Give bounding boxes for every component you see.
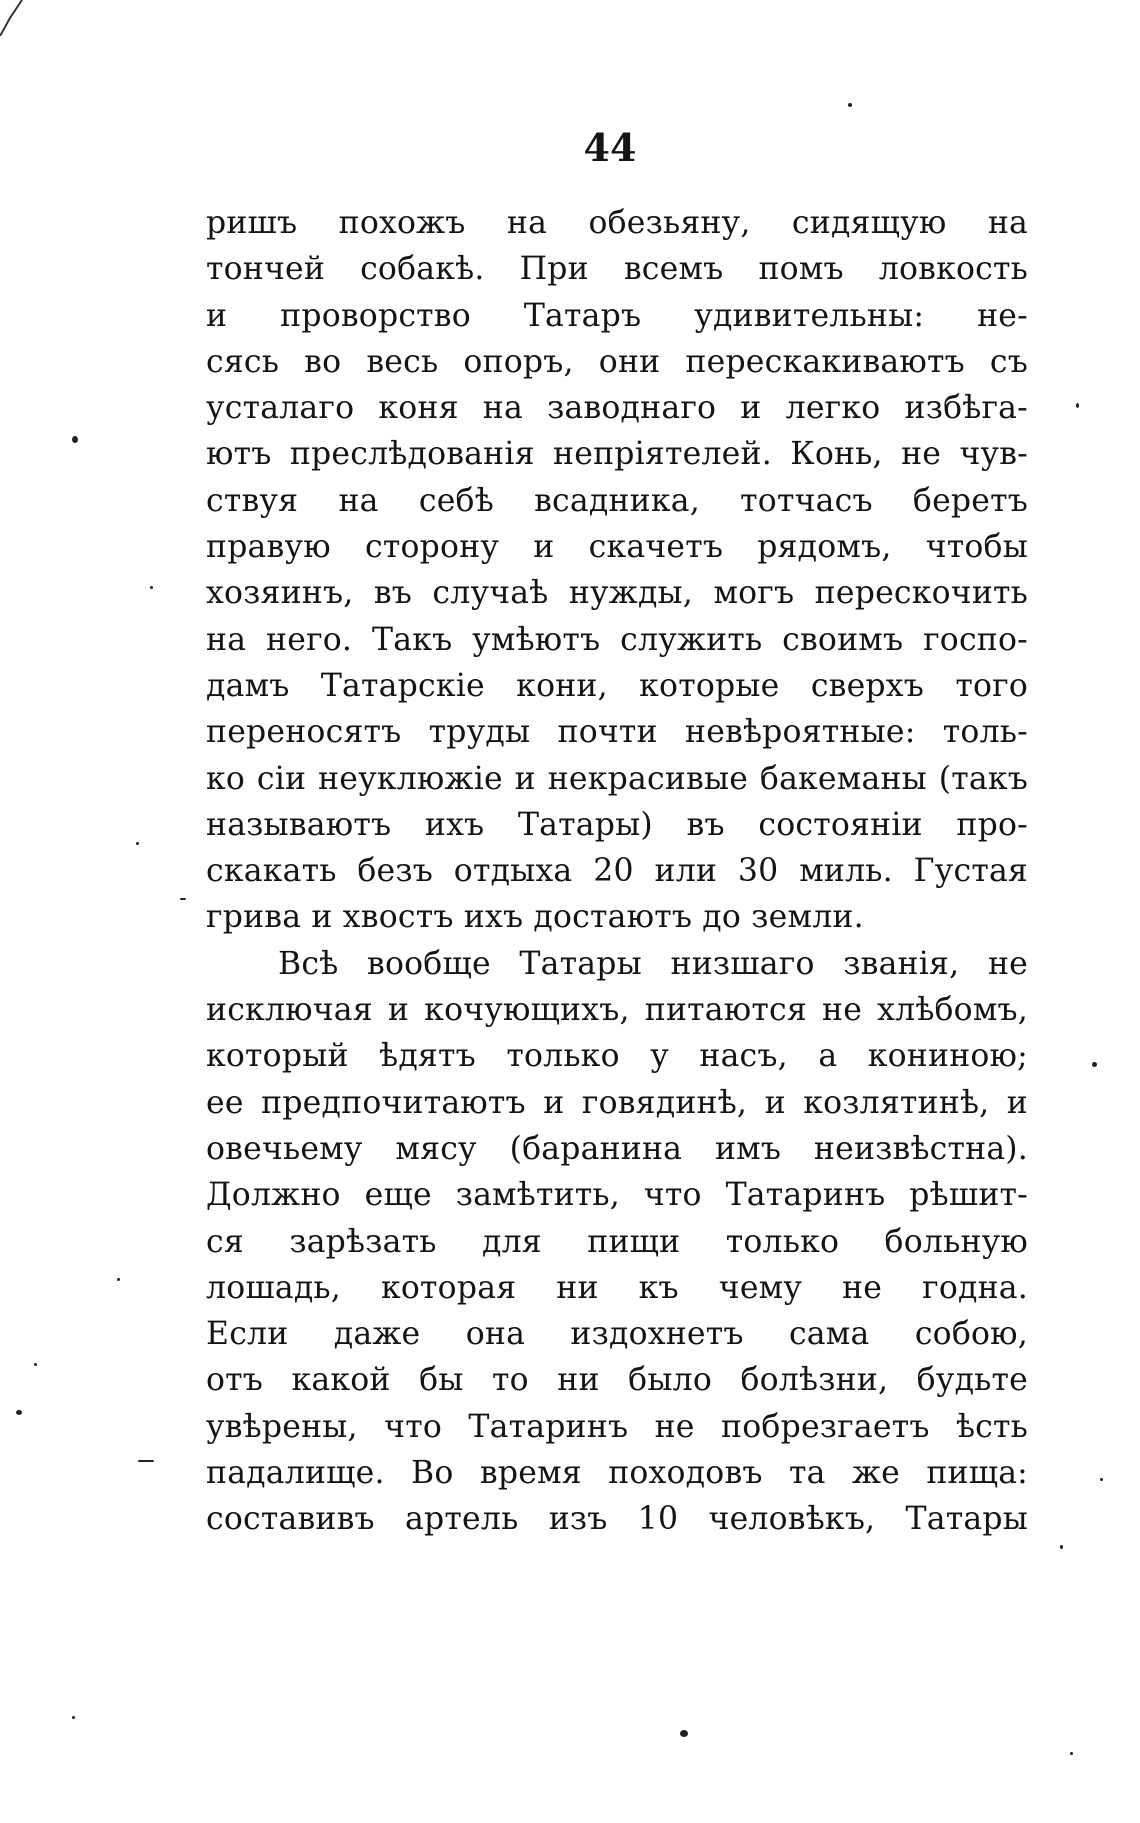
scan-speck [72, 1716, 75, 1719]
scan-speck [1092, 1062, 1097, 1067]
scan-speck [680, 1730, 688, 1737]
scan-speck [848, 103, 852, 107]
text-line: называютъ ихъ Татары) въ состояніи про- [206, 806, 1028, 843]
text-line: правую сторону и скачетъ рядомъ, чтобы [206, 529, 1028, 566]
text-line: ютъ преслѣдованія непріятелей. Конь, не чув- [206, 436, 1028, 473]
text-line: сясь во весь опоръ, они перескакиваютъ съ [206, 343, 1028, 380]
text-line: отъ какой бы то ни было болѣзни, будьте [206, 1362, 1028, 1399]
text-line: ришъ похожъ на обезьяну, сидящую на [206, 205, 1028, 241]
scan-speck [16, 1410, 22, 1415]
scan-speck [136, 842, 139, 845]
text-line: лошадь, которая ни къ чему не годна. [206, 1269, 1028, 1306]
scan-speck [1076, 403, 1079, 408]
scan-speck [180, 898, 186, 900]
text-line: который ѣдятъ только у насъ, а кониною; [206, 1038, 1028, 1075]
text-line: на него. Такъ умѣютъ служить своимъ госпо- [206, 621, 1028, 658]
scan-speck [34, 1363, 37, 1366]
text-line: хозяинъ, въ случаѣ нужды, могъ перескочить [206, 575, 1028, 612]
text-line: ко сіи неуклюжіе и некрасивые бакеманы (такъ [206, 760, 1028, 797]
text-line: падалище. Во время походовъ та же пища: [206, 1455, 1028, 1492]
text-line: овечьему мясу (баранина имъ неизвѣстна). [206, 1130, 1028, 1167]
text-line: Должно еще замѣтить, что Татаринъ рѣшит- [206, 1177, 1028, 1214]
scan-speck [150, 586, 153, 589]
scan-speck [1070, 1752, 1073, 1755]
text-line: переносятъ труды почти невѣроятные: толь- [206, 714, 1028, 751]
text-line: ся зарѣзать для пищи только больную [206, 1223, 1028, 1260]
scan-speck [1100, 1478, 1103, 1481]
page-number: 44 [583, 125, 637, 170]
text-line: скакать безъ отдыха 20 или 30 миль. Густая [206, 853, 1028, 890]
paragraph-end-line: грива и хвостъ ихъ достаютъ до земли. [206, 899, 864, 936]
corner-scan-mark [0, 0, 24, 36]
text-line: тончей собакѣ. При всемъ помъ ловкость [206, 251, 1028, 288]
text-line: исключая и кочующихъ, питаются не хлѣбомъ, [206, 992, 1028, 1029]
scan-speck [138, 1460, 154, 1462]
body-text [206, 200, 1028, 1543]
text-line: ствуя на себѣ всадника, тотчасъ беретъ [206, 482, 1028, 519]
scan-speck [117, 1278, 120, 1281]
scan-speck [1060, 1545, 1063, 1549]
text-line: и проворство Татаръ удивительны: не- [206, 297, 1028, 334]
text-line: дамъ Татарскіе кони, которые сверхъ того [206, 667, 1028, 704]
scan-speck [72, 436, 78, 443]
text-line: усталаго коня на заводнаго и легко избѣга- [206, 390, 1028, 427]
paragraph-start-line: Всѣ вообще Татары низшаго званія, не [278, 945, 1028, 982]
text-line: составивъ артель изъ 10 человѣкъ, Татары [206, 1501, 1028, 1538]
text-line: ее предпочитаютъ и говядинѣ, и козлятинѣ, и [206, 1084, 1028, 1121]
text-line: Если даже она издохнетъ сама собою, [206, 1316, 1028, 1353]
text-line: увѣрены, что Татаринъ не побрезгаетъ ѣсть [206, 1408, 1028, 1445]
